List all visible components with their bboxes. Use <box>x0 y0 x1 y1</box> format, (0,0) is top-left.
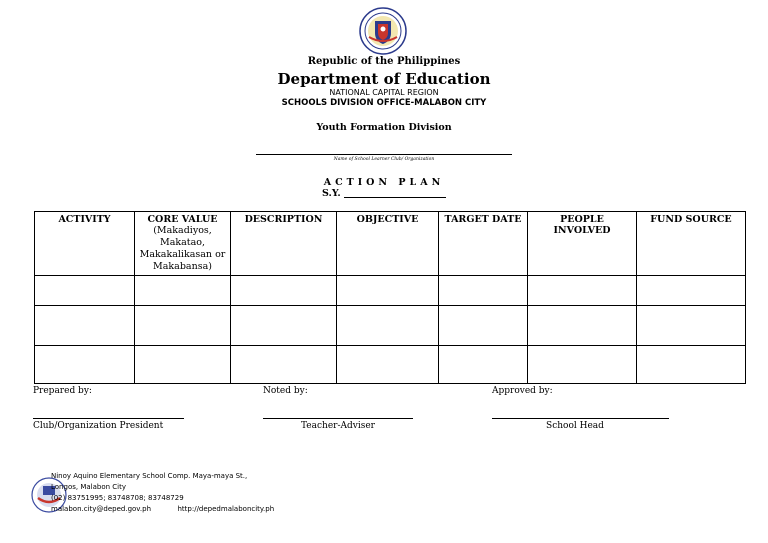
column-header-activity: ACTIVITY <box>35 212 135 276</box>
column-header-people-involved: PEOPLE INVOLVED <box>528 212 637 276</box>
table-cell[interactable] <box>135 346 231 384</box>
approved-by-label: Approved by: <box>492 386 553 396</box>
column-header-description: DESCRIPTION <box>231 212 337 276</box>
department-title: Department of Education <box>277 70 491 88</box>
column-header-target-date: TARGET DATE <box>439 212 528 276</box>
division-office-heading: SCHOOLS DIVISION OFFICE-MALABON CITY <box>281 98 487 108</box>
approved-by-signature-line[interactable] <box>492 418 669 419</box>
table-cell[interactable] <box>35 276 135 306</box>
table-cell[interactable] <box>231 276 337 306</box>
division-unit-heading: Youth Formation Division <box>316 122 452 133</box>
republic-heading: Republic of the Philippines <box>307 56 461 67</box>
school-year-label: S.Y. <box>322 188 341 199</box>
footer-website[interactable]: http://depedmalaboncity.ph <box>177 505 275 513</box>
club-name-line[interactable] <box>256 154 512 155</box>
noted-by-label: Noted by: <box>263 386 308 396</box>
deped-seal <box>359 7 407 55</box>
prepared-by-role: Club/Organization President <box>33 421 164 431</box>
core-value-detail: (Makadiyos, Makatao, Makakalikasan or Makabansa) <box>139 225 226 272</box>
table-row <box>35 346 746 384</box>
table-cell[interactable] <box>528 346 637 384</box>
table-cell[interactable] <box>135 276 231 306</box>
prepared-by-label: Prepared by: <box>33 386 92 396</box>
action-plan-table <box>34 211 746 384</box>
table-cell[interactable] <box>637 306 746 346</box>
table-cell[interactable] <box>637 346 746 384</box>
table-cell[interactable] <box>439 346 528 384</box>
noted-by-role: Teacher-Adviser <box>301 421 375 431</box>
table-cell[interactable] <box>35 346 135 384</box>
footer-contact-line <box>51 504 274 515</box>
table-cell[interactable] <box>337 276 439 306</box>
table-cell[interactable] <box>231 306 337 346</box>
table-cell[interactable] <box>528 276 637 306</box>
table-cell[interactable] <box>439 306 528 346</box>
table-cell[interactable] <box>135 306 231 346</box>
footer-email[interactable]: malabon.city@deped.gov.ph <box>51 505 152 513</box>
column-header-core-value <box>135 212 231 276</box>
table-cell[interactable] <box>528 306 637 346</box>
table-row <box>35 306 746 346</box>
table-cell[interactable] <box>637 276 746 306</box>
table-cell[interactable] <box>337 306 439 346</box>
column-header-objective: OBJECTIVE <box>337 212 439 276</box>
region-heading: NATIONAL CAPITAL REGION <box>329 88 439 97</box>
footer-address-line2: Longos, Malabon City <box>51 483 126 491</box>
table-cell[interactable] <box>231 346 337 384</box>
table-cell[interactable] <box>337 346 439 384</box>
table-row <box>35 276 746 306</box>
school-year-line[interactable] <box>344 197 446 198</box>
column-header-fund-source: FUND SOURCE <box>637 212 746 276</box>
footer-address <box>51 471 274 515</box>
approved-by-role: School Head <box>546 421 604 431</box>
footer-address-line1: Ninoy Aquino Elementary School Comp. Maya-maya St., <box>51 472 248 480</box>
table-header-row <box>35 212 746 276</box>
prepared-by-signature-line[interactable] <box>33 418 184 419</box>
club-name-caption: Name of School Learner Club/ Organization <box>333 157 435 162</box>
footer-phone: (02) 83751995; 83748708; 83748729 <box>51 494 184 502</box>
form-title: ACTION PLAN <box>323 177 445 188</box>
table-cell[interactable] <box>35 306 135 346</box>
core-value-title: CORE VALUE <box>147 214 218 225</box>
table-cell[interactable] <box>439 276 528 306</box>
noted-by-signature-line[interactable] <box>263 418 413 419</box>
